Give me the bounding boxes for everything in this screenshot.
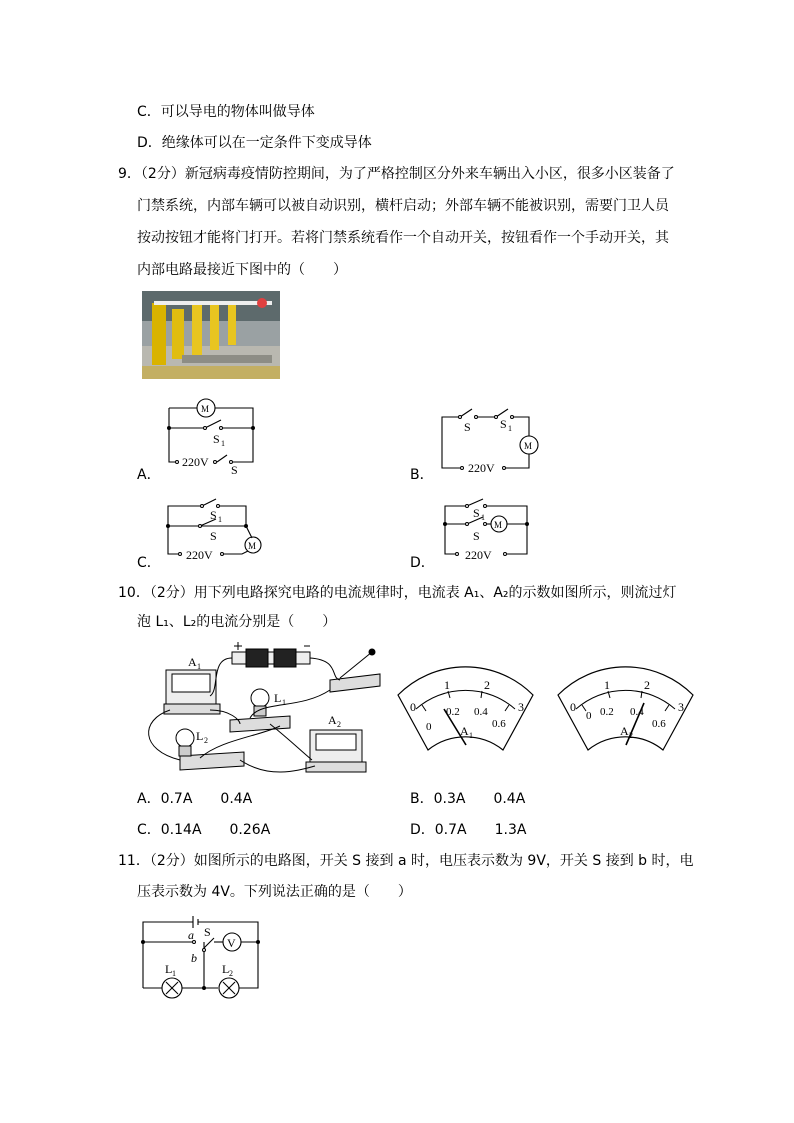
- svg-text:0.2: 0.2: [600, 706, 614, 718]
- svg-text:1: 1: [197, 662, 201, 671]
- q10-option-a: A．0.7A 0.4A: [137, 791, 253, 807]
- svg-text:A: A: [328, 713, 337, 727]
- svg-text:1: 1: [444, 678, 450, 692]
- q9-option-d-label: D．: [410, 555, 435, 571]
- svg-text:A: A: [460, 724, 469, 738]
- q10-option-d: D．0.7A 1.3A: [410, 822, 527, 838]
- q11-stem-line-1: 11．（2分）如图所示的电路图，开关 S 接到 a 时，电压表示数为 9V，开关 S 接到 b 时，电: [118, 853, 694, 869]
- svg-text:220V: 220V: [468, 461, 495, 475]
- q9-option-a-label: A．: [137, 467, 161, 483]
- svg-text:3: 3: [518, 700, 524, 714]
- svg-text:A: A: [620, 724, 629, 738]
- svg-text:S: S: [213, 432, 220, 446]
- svg-text:M: M: [524, 441, 533, 451]
- svg-text:2: 2: [629, 731, 633, 740]
- svg-text:L: L: [165, 962, 173, 976]
- q10-stem-line-2: 泡 L₁、L₂的电流分别是（ ）: [137, 614, 337, 630]
- svg-text:S: S: [473, 529, 480, 543]
- svg-text:V: V: [227, 936, 236, 950]
- svg-text:S: S: [210, 529, 217, 543]
- q9-option-b-label: B．: [410, 467, 434, 483]
- svg-text:220V: 220V: [186, 548, 213, 562]
- svg-text:0.2: 0.2: [446, 706, 460, 718]
- svg-text:0.4: 0.4: [630, 706, 644, 718]
- svg-text:L: L: [196, 729, 204, 743]
- svg-text:2: 2: [337, 720, 341, 729]
- q11-circuit-diagram: [138, 910, 263, 1002]
- svg-text:1: 1: [282, 698, 286, 707]
- q10-option-b: B．0.3A 0.4A: [410, 791, 526, 807]
- svg-text:S: S: [464, 420, 471, 434]
- svg-text:0: 0: [570, 700, 576, 714]
- svg-text:0: 0: [426, 721, 432, 733]
- q9-stem-line-3: 按动按钮才能将门打开。若将门禁系统看作一个自动开关，按钮看作一个手动开关，其: [137, 230, 669, 246]
- svg-text:S: S: [231, 463, 238, 474]
- circuit-d: [437, 496, 537, 572]
- svg-text:M: M: [201, 404, 210, 414]
- physical-circuit-illustration: [140, 640, 385, 775]
- circuit-c: [160, 496, 270, 572]
- svg-text:220V: 220V: [465, 548, 492, 562]
- svg-text:0.6: 0.6: [652, 718, 666, 730]
- svg-text:2: 2: [204, 736, 208, 745]
- q9-stem-line-4: 内部电路最接近下图中的（ ）: [137, 262, 347, 278]
- svg-text:0: 0: [586, 710, 592, 722]
- svg-text:b: b: [191, 951, 197, 965]
- circuit-a: [155, 398, 265, 474]
- svg-text:2: 2: [644, 678, 650, 692]
- svg-text:1: 1: [221, 439, 225, 448]
- svg-text:1: 1: [469, 731, 473, 740]
- svg-text:0.6: 0.6: [492, 718, 506, 730]
- svg-text:M: M: [494, 520, 503, 530]
- gate-barrier-photo: [142, 291, 280, 379]
- svg-text:a: a: [188, 928, 194, 942]
- svg-text:S: S: [210, 508, 217, 522]
- q8-option-c: C．可以导电的物体叫做导体: [137, 104, 315, 120]
- svg-text:2: 2: [229, 969, 233, 978]
- q9-stem-line-2: 门禁系统，内部车辆可以被自动识别，横杆启动；外部车辆不能被识别，需要门卫人员: [137, 198, 669, 214]
- meter-dial-a1: [388, 655, 543, 760]
- svg-text:1: 1: [508, 424, 512, 433]
- svg-text:2: 2: [484, 678, 490, 692]
- svg-text:S: S: [204, 925, 211, 939]
- circuit-b: [440, 400, 540, 476]
- svg-text:1: 1: [172, 969, 176, 978]
- q9-stem-line-1: 9．（2分）新冠病毒疫情防控期间，为了严格控制区分外来车辆出入小区，很多小区装备了: [118, 166, 675, 182]
- svg-text:1: 1: [218, 515, 222, 524]
- svg-text:A: A: [188, 655, 197, 669]
- q11-stem-line-2: 压表示数为 4V。下列说法正确的是（ ）: [137, 884, 412, 900]
- svg-text:L: L: [222, 962, 230, 976]
- svg-text:S: S: [473, 506, 480, 520]
- q8-option-d: D．绝缘体可以在一定条件下变成导体: [137, 135, 372, 151]
- meter-dial-a2: [548, 655, 703, 760]
- q10-option-c: C．0.14A 0.26A: [137, 822, 271, 838]
- svg-text:220V: 220V: [182, 455, 209, 469]
- svg-text:1: 1: [481, 513, 485, 522]
- svg-text:3: 3: [678, 700, 684, 714]
- svg-text:1: 1: [604, 678, 610, 692]
- q9-option-c-label: C．: [137, 555, 161, 571]
- q10-stem-line-1: 10．（2分）用下列电路探究电路的电流规律时，电流表 A₁、A₂的示数如图所示，则流过灯: [118, 585, 677, 601]
- svg-text:S: S: [500, 417, 507, 431]
- svg-text:0: 0: [410, 700, 416, 714]
- svg-text:M: M: [248, 541, 257, 551]
- svg-text:0.4: 0.4: [474, 706, 488, 718]
- svg-text:L: L: [274, 691, 282, 705]
